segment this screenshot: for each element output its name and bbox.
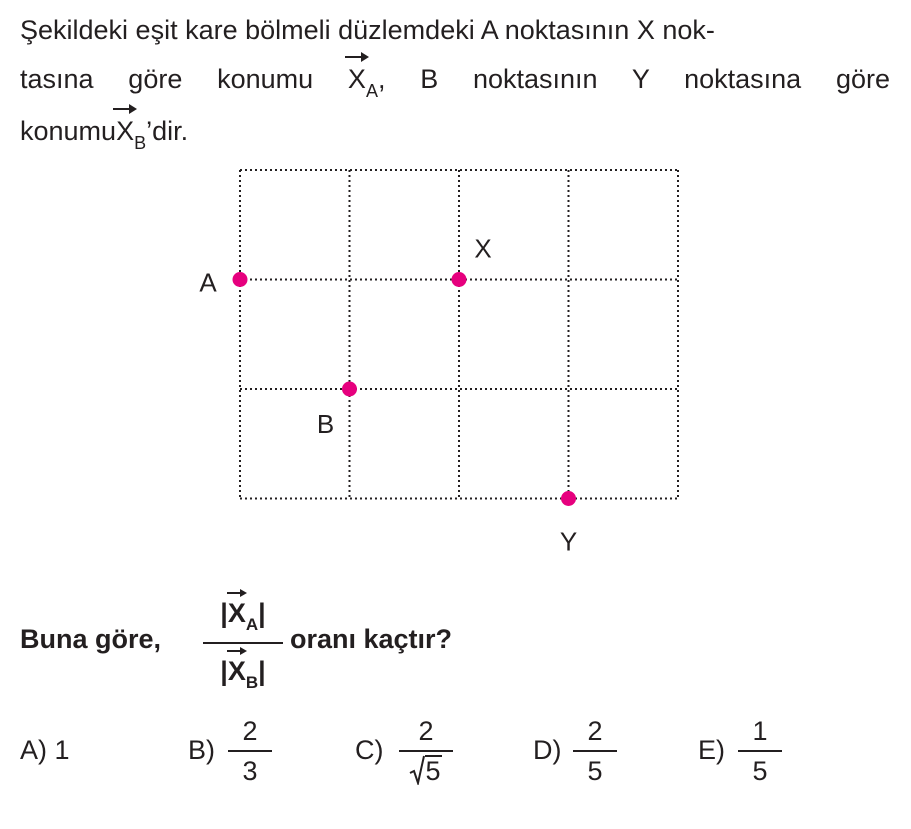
choice-d-den: 5 [587,756,603,786]
point-label-x: X [474,233,492,264]
choice-d-letter: D) [533,735,562,765]
choice-b-fraction [228,715,272,787]
choice-c-fraction [399,715,453,787]
point-x [452,272,467,287]
choice-e-letter: E) [698,735,725,765]
vector-xa-sub: A [365,81,378,101]
choice-b-letter: B) [188,735,215,765]
fraction-bar [738,750,782,752]
question-tail: oranı kaçtır? [290,624,453,654]
point-y [561,491,576,506]
point-label-a: A [199,267,217,298]
choice-c-den [399,755,453,787]
choice-e-fraction [738,715,782,787]
vector-arrow-icon [226,588,248,598]
vector-xb-sub: B [134,133,147,153]
sqrt-symbol: 5 [411,755,440,787]
point-label-y: Y [559,526,578,557]
ratio-den-sub: B [245,673,259,692]
ratio-num-main: X [227,598,246,628]
choice-d-fraction [573,715,617,787]
choice-c-num: 2 [418,716,434,746]
radical-icon [409,755,425,785]
ratio-fraction [203,590,283,694]
choice-e-den: 5 [752,756,768,786]
fraction-bar [228,750,272,752]
intro-text-segment: , B noktasının Y noktasına göre [377,64,890,94]
ratio-denominator: | $X_B|$ [203,648,283,694]
point-label-b: B [316,409,335,439]
choice-e-num: 1 [752,716,768,746]
question [20,590,620,700]
intro-text-segment: ’dir. [146,116,189,146]
intro-text-segment: konumu [20,116,117,146]
intro-line-1: Şekildeki eşit kare bölmeli düzlemdeki A noktasının X nok- [20,15,715,45]
choice-b-den: 3 [242,756,258,786]
choice-d-num: 2 [587,716,603,746]
vector-arrow-icon [226,646,248,656]
answer-choices [20,715,880,815]
ratio-numerator: | $X_A|$ [203,590,283,636]
ratio-num-sub: A [245,615,259,634]
point-b [342,382,357,397]
ratio-den-main: X [227,656,246,686]
vector-xb-main: X [116,116,135,146]
choice-a-label: A) 1 [20,735,70,765]
choice-b-num: 2 [242,716,258,746]
point-a [233,272,248,287]
choice-c-letter: C) [355,735,384,765]
fraction-bar [399,750,453,752]
vector-xa-main: X [347,64,366,94]
fraction-bar [203,642,283,644]
fraction-bar [573,750,617,752]
intro-text-segment: tasına göre konumu [20,64,348,94]
question-lead: Buna göre, [20,624,162,654]
